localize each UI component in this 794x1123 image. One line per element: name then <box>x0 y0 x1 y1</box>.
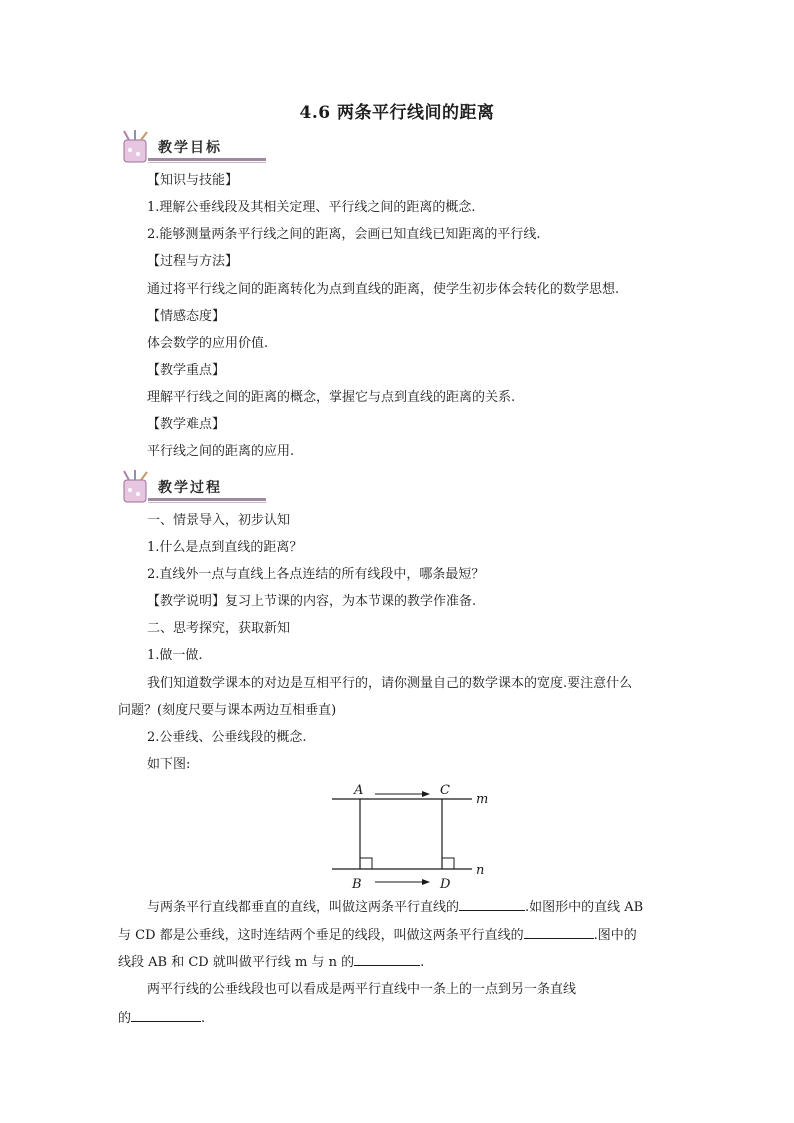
badge-underline-thin <box>148 502 266 503</box>
concept-title: 2.公垂线、公垂线段的概念. <box>147 730 307 745</box>
label-m: m <box>476 792 489 807</box>
fill-blank-line-2 <box>118 926 637 945</box>
activity-text-line-1: 我们知道数学课本的对边是互相平行的，请你测量自己的数学课本的宽度.要注意什么 <box>147 676 633 691</box>
heading-key-points: 【教学重点】 <box>147 363 226 378</box>
fill-text-line-4: 两平行线的公垂线段也可以看成是两平行直线中一条上的一点到另一条直线 <box>147 982 577 997</box>
section-badge-teaching-process <box>118 470 278 504</box>
label-b: B <box>352 877 362 892</box>
label-c: C <box>440 783 450 798</box>
goal-text-3: 通过将平行线之间的距离转化为点到直线的距离，使学生初步体会转化的数学思想. <box>147 282 620 297</box>
fill-text: .图中的 <box>593 928 637 943</box>
fill-text: . <box>201 1011 206 1026</box>
badge-underline <box>148 498 266 501</box>
figure-intro: 如下图: <box>147 757 191 772</box>
process-question-2: 2.直线外一点与直线上各点连结的所有线段中，哪条最短？ <box>147 567 485 582</box>
arrowhead-bottom <box>422 879 430 885</box>
answer-blank-4[interactable] <box>131 1009 201 1022</box>
answer-blank-2[interactable] <box>524 926 594 939</box>
heading-knowledge-skills: 【知识与技能】 <box>147 173 239 188</box>
heading-process-method: 【过程与方法】 <box>147 254 239 269</box>
goal-text-1: 1.理解公垂线段及其相关定理、平行线之间的距离的概念. <box>147 200 476 215</box>
teaching-note: 【教学说明】复习上节课的内容，为本节课的教学作准备. <box>147 594 477 609</box>
goal-text-5: 理解平行线之间的距离的概念，掌握它与点到直线的距离的关系. <box>147 390 516 405</box>
page-title: 4.6 两条平行线间的距离 <box>299 103 495 123</box>
answer-blank-3[interactable] <box>354 953 420 966</box>
right-angle-d <box>442 858 454 869</box>
section-badge-label: 教学过程 <box>158 480 222 496</box>
right-angle-b <box>360 858 372 869</box>
label-d: D <box>440 877 451 892</box>
process-heading-1: 一、情景导入，初步认知 <box>147 513 291 528</box>
badge-underline-thin <box>148 162 266 163</box>
fill-text: .如图形中的直线 AB <box>525 900 644 915</box>
goal-text-4: 体会数学的应用价值. <box>147 336 269 351</box>
fill-text: 线段 AB 和 CD 就叫做平行线 m 与 n 的 <box>118 955 355 970</box>
heading-difficulties: 【教学难点】 <box>147 417 226 432</box>
fill-blank-line-5 <box>118 1009 205 1028</box>
section-badge-teaching-goals <box>118 130 278 164</box>
fill-text: 的 <box>118 1011 132 1026</box>
fill-blank-line-1 <box>147 898 643 917</box>
section-badge-label: 教学目标 <box>158 140 222 156</box>
activity-text-line-2: 问题？(刻度尺要与课本两边互相垂直) <box>118 703 337 718</box>
parallel-lines-figure <box>320 778 500 894</box>
label-n: n <box>476 863 485 878</box>
answer-blank-1[interactable] <box>459 898 525 911</box>
fill-text: . <box>420 955 425 970</box>
label-a: A <box>354 783 364 798</box>
fill-text: 与两条平行直线都垂直的直线，叫做这两条平行直线的 <box>147 900 460 915</box>
badge-underline <box>148 158 266 161</box>
goal-text-2: 2.能够测量两条平行线之间的距离，会画已知直线已知距离的平行线. <box>147 227 541 242</box>
process-heading-2: 二、思考探究，获取新知 <box>147 621 291 636</box>
activity-title: 1.做一做. <box>147 648 203 663</box>
goal-text-6: 平行线之间的距离的应用. <box>147 444 295 459</box>
heading-attitude: 【情感态度】 <box>147 309 226 324</box>
fill-blank-line-3 <box>118 953 424 972</box>
arrowhead-top <box>422 791 430 797</box>
fill-text: 与 CD 都是公垂线，这时连结两个垂足的线段，叫做这两条平行直线的 <box>118 928 524 943</box>
process-question-1: 1.什么是点到直线的距离？ <box>147 540 303 555</box>
